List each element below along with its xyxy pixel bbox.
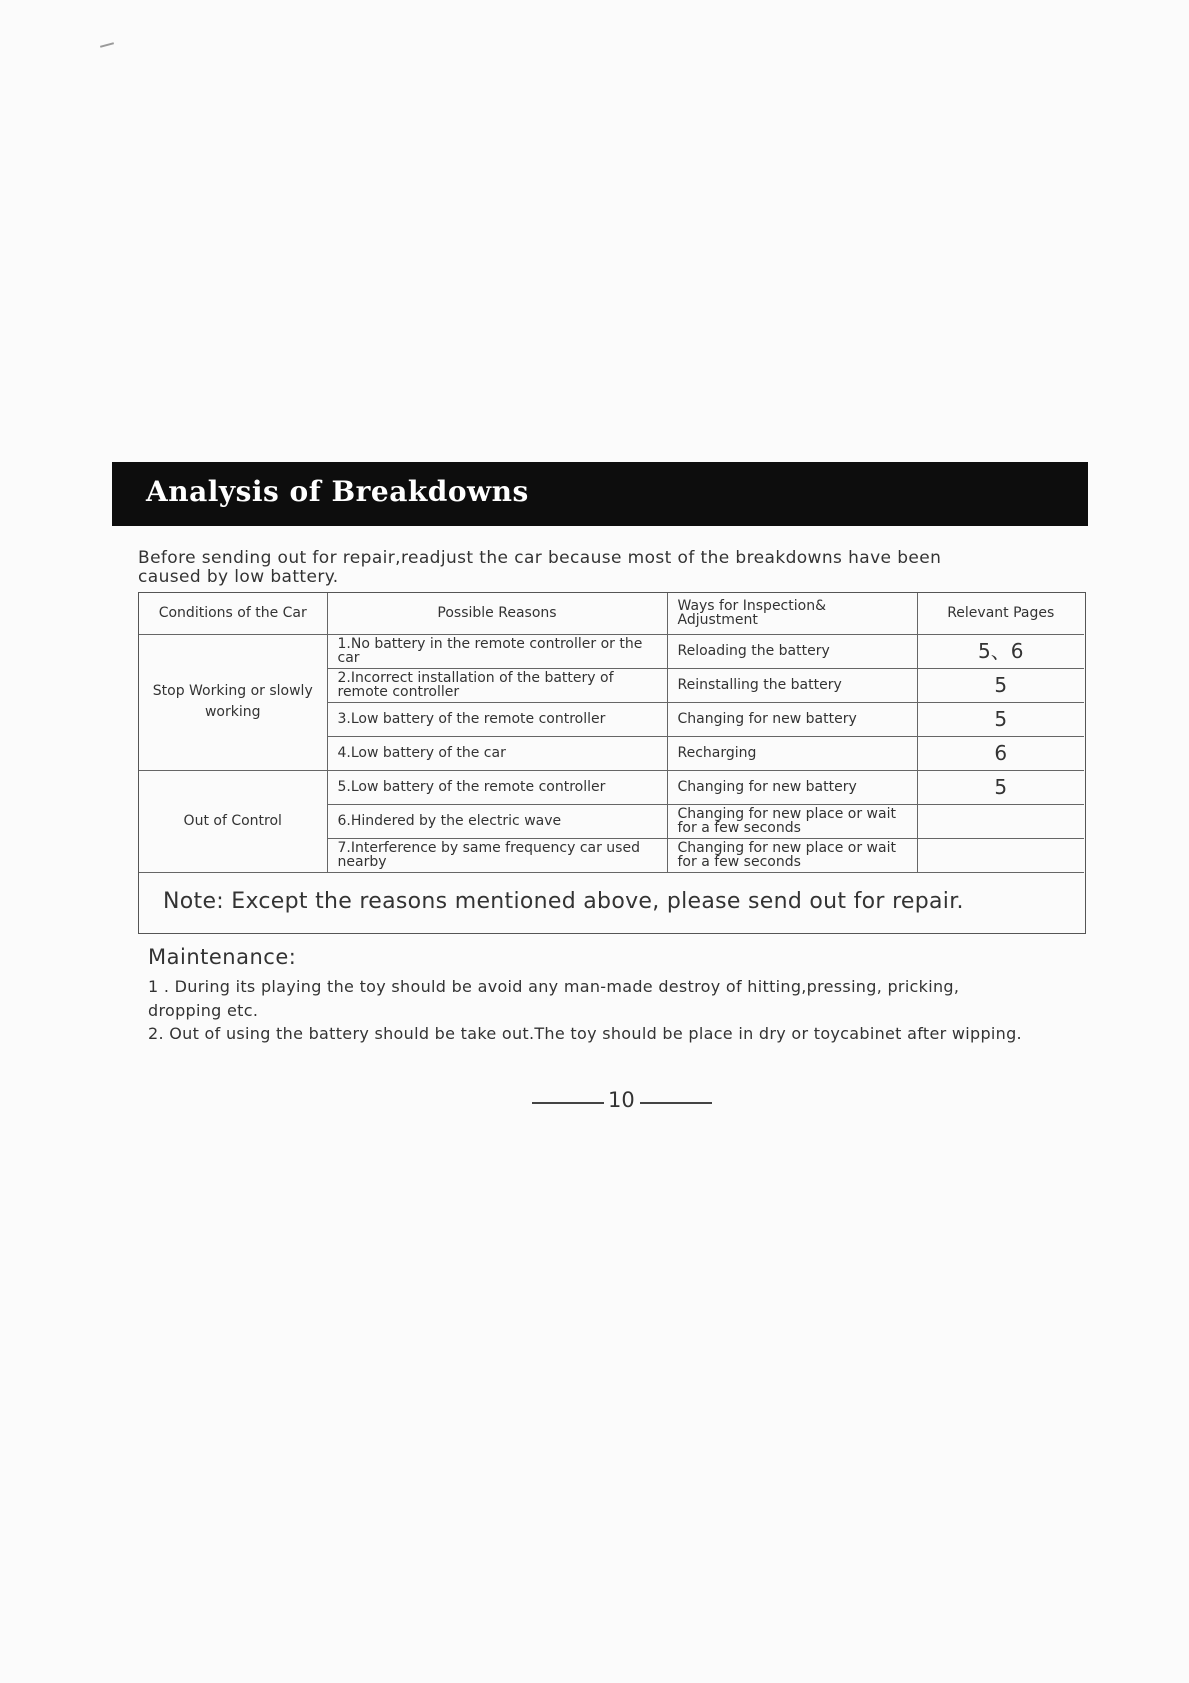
page-title: Analysis of Breakdowns (146, 475, 529, 508)
pages-cell: 5 (917, 770, 1084, 804)
way-cell: Changing for new place or wait for a few seconds (667, 804, 917, 838)
way-cell: Reinstalling the battery (667, 668, 917, 702)
breakdown-table-frame (138, 592, 1086, 934)
reason-cell: 3.Low battery of the remote controller (327, 702, 667, 736)
maintenance-heading: Maintenance: (148, 945, 297, 969)
table-row (139, 634, 1084, 668)
reason-cell: 7.Interference by same frequency car used nearby (327, 838, 667, 872)
way-cell: Changing for new place or wait for a few seconds (667, 838, 917, 872)
pages-cell (917, 838, 1084, 872)
scan-mark (100, 42, 114, 48)
table-row (139, 770, 1084, 804)
maintenance-item: 1 . During its playing the toy should be avoid any man-made destroy of hitting,pressing, pricking, dropping etc. (148, 977, 960, 1020)
column-header-pages: Relevant Pages (917, 593, 1084, 634)
reason-cell: 2.Incorrect installation of the battery of remote controller (327, 668, 667, 702)
column-header-conditions: Conditions of the Car (139, 593, 327, 634)
section-header (112, 462, 1088, 526)
pages-cell: 6 (917, 736, 1084, 770)
intro-text: Before sending out for repair,readjust the car because most of the breakdowns have been caused by low battery. (138, 548, 942, 587)
way-cell: Recharging (667, 736, 917, 770)
reason-cell: 1.No battery in the remote controller or the car (327, 634, 667, 668)
reason-cell: 5.Low battery of the remote controller (327, 770, 667, 804)
page-number-rule-left (532, 1102, 604, 1104)
condition-cell: Stop Working or slowly working (139, 634, 327, 770)
way-cell: Changing for new battery (667, 702, 917, 736)
reason-cell: 6.Hindered by the electric wave (327, 804, 667, 838)
maintenance-item: 2. Out of using the battery should be take out.The toy should be place in dry or toycabinet after wipping. (148, 1024, 1022, 1043)
pages-cell (917, 804, 1084, 838)
page-number-rule-right (640, 1102, 712, 1104)
breakdown-table (139, 593, 1084, 873)
way-cell: Changing for new battery (667, 770, 917, 804)
repair-note: Note: Except the reasons mentioned above, please send out for repair. (163, 889, 964, 914)
pages-cell: 5 (917, 702, 1084, 736)
page-number (532, 1088, 712, 1118)
page-number-text: 10 (608, 1088, 635, 1112)
way-cell: Reloading the battery (667, 634, 917, 668)
reason-cell: 4.Low battery of the car (327, 736, 667, 770)
pages-cell: 5 (917, 668, 1084, 702)
condition-cell: Out of Control (139, 770, 327, 872)
column-header-reasons: Possible Reasons (327, 593, 667, 634)
column-header-ways: Ways for Inspection& Adjustment (667, 593, 917, 634)
pages-cell: 5、6 (917, 634, 1084, 668)
table-header-row (139, 593, 1084, 634)
